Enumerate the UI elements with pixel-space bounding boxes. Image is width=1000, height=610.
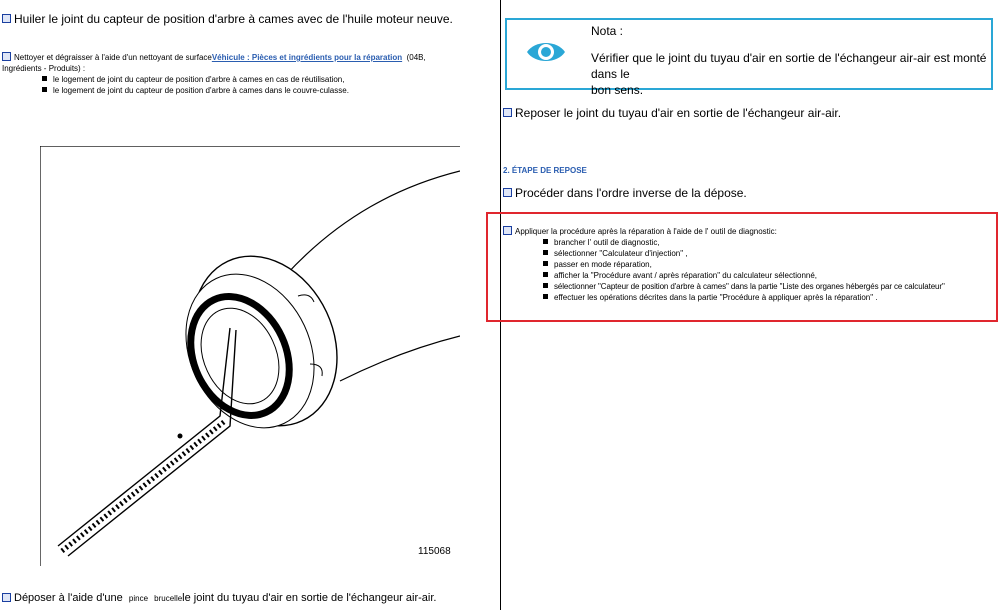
- step-huiler: [2, 12, 453, 26]
- step-deposer-suffix: le joint du tuyau d'air en sortie de l'échangeur air-air.: [182, 592, 437, 604]
- step-nettoyer-text: Nettoyer et dégraisser à l'aide d'un nettoyant de surface: [14, 53, 212, 62]
- step-inverse: [503, 186, 747, 200]
- illustration-pince-joint: [40, 146, 460, 566]
- step-deposer: [2, 592, 436, 604]
- list-item-text: le logement de joint du capteur de position d'arbre à cames en cas de réutilisation,: [53, 75, 345, 84]
- list-item-text: passer en mode réparation,: [554, 260, 652, 269]
- list-item-text: brancher l' outil de diagnostic,: [554, 238, 660, 247]
- step-nettoyer: [2, 52, 472, 96]
- list-item-text: sélectionner "Capteur de position d'arbre à cames" dans la partie "Liste des organes hébergés par ce calculateur": [554, 282, 945, 291]
- list-item: [543, 237, 995, 248]
- nota-text-line1: Vérifier que le joint du tuyau d'air en sortie de l'échangeur air-air est monté dans le: [591, 51, 987, 81]
- square-bullet-icon: [503, 188, 512, 197]
- list-item: [543, 292, 995, 303]
- list-item-text: sélectionner "Calculateur d'injection" ,: [554, 249, 688, 258]
- list-item: [543, 281, 995, 292]
- list-item: [42, 85, 472, 96]
- tool-brucelle: brucelle: [154, 594, 183, 603]
- black-square-bullet-icon: [42, 87, 47, 92]
- step-appliquer-text: Appliquer la procédure après la réparation à l'aide de l' outil de diagnostic:: [515, 227, 777, 236]
- step-reposer-joint-text: Reposer le joint du tuyau d'air en sortie de l'échangeur air-air.: [515, 106, 842, 120]
- procedure-list: [543, 237, 995, 303]
- step-inverse-text: Procéder dans l'ordre inverse de la dépose.: [515, 186, 747, 200]
- step-huiler-text: Huiler le joint du capteur de position d'arbre à cames avec de l'huile moteur neuve.: [14, 12, 453, 26]
- nota-text-line2: bon sens.: [591, 83, 644, 97]
- square-bullet-icon: [2, 593, 11, 602]
- figure-number: 115068: [418, 546, 451, 557]
- section-heading: 2. ÉTAPE DE REPOSE: [503, 166, 587, 175]
- black-square-bullet-icon: [543, 272, 548, 277]
- tool-pince: pince: [128, 594, 149, 603]
- list-item: [543, 270, 995, 281]
- list-item-text: effectuer les opérations décrites dans la partie "Procédure à appliquer après la réparation" .: [554, 293, 878, 302]
- black-square-bullet-icon: [543, 250, 548, 255]
- step-nettoyer-list: [42, 74, 472, 96]
- black-square-bullet-icon: [543, 294, 548, 299]
- step-nettoyer-line2: Ingrédients - Produits) :: [2, 64, 86, 73]
- nota-box: [505, 18, 993, 97]
- black-square-bullet-icon: [42, 76, 47, 81]
- black-square-bullet-icon: [543, 283, 548, 288]
- black-square-bullet-icon: [543, 261, 548, 266]
- step-nettoyer-ref: (04B,: [406, 53, 426, 62]
- step-reposer-joint: [503, 106, 841, 120]
- square-bullet-icon: [503, 108, 512, 117]
- nota-title: Nota :: [591, 24, 624, 38]
- black-square-bullet-icon: [543, 239, 548, 244]
- list-item: [42, 74, 472, 85]
- step-appliquer: [503, 226, 995, 303]
- eye-icon: [525, 38, 567, 66]
- square-bullet-icon: [2, 14, 11, 23]
- list-item: [543, 259, 995, 270]
- list-item-text: afficher la "Procédure avant / après réparation" du calculateur sélectionné,: [554, 271, 818, 280]
- square-bullet-icon: [2, 52, 11, 61]
- link-pieces-ingredients[interactable]: Véhicule : Pièces et ingrédients pour la réparation: [211, 53, 403, 62]
- nota-text: [591, 50, 991, 98]
- list-item: [543, 248, 995, 259]
- step-deposer-prefix: Déposer à l'aide d'une: [14, 592, 123, 604]
- square-bullet-icon: [503, 226, 512, 235]
- list-item-text: le logement de joint du capteur de position d'arbre à cames dans le couvre-culasse.: [53, 86, 349, 95]
